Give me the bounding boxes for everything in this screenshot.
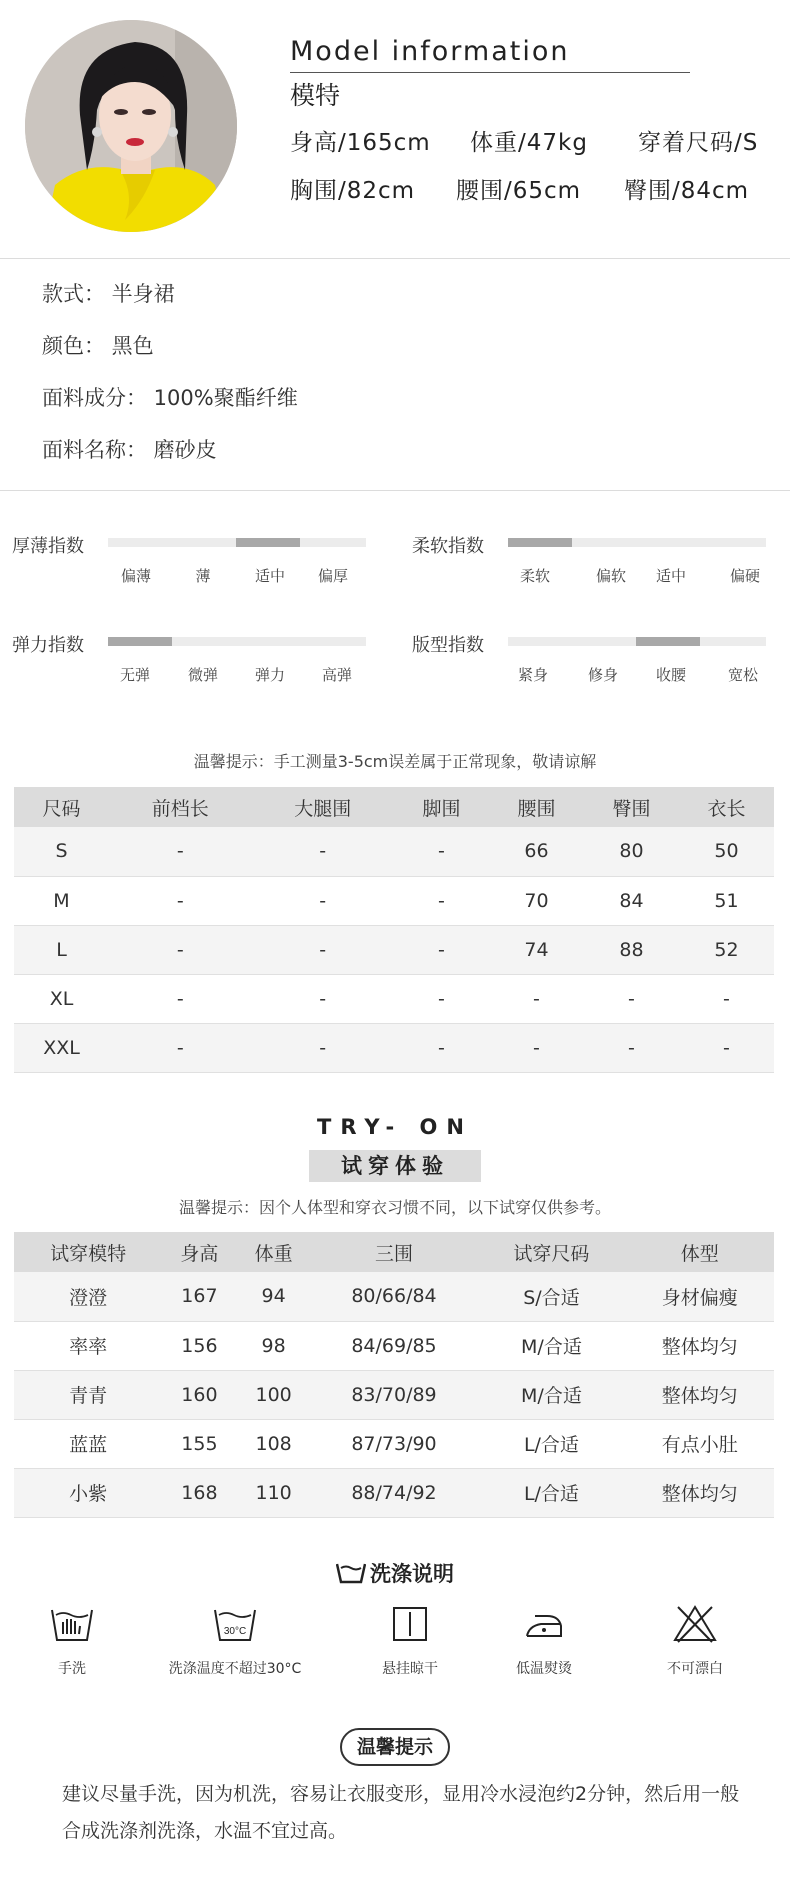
hand-wash-icon: [49, 1604, 95, 1644]
size-cell: -: [251, 925, 393, 974]
thickness-option: 偏厚: [317, 567, 348, 585]
table-row: [14, 1419, 774, 1468]
size-cell: 84: [584, 876, 679, 925]
tryon-cell: 83/70/89: [311, 1370, 478, 1419]
size-cell: -: [394, 974, 489, 1023]
tip-badge: 温馨提示: [340, 1728, 450, 1766]
size-table: [14, 787, 774, 1073]
elasticity-index-label: 弹力指数: [12, 635, 84, 656]
wash-item-hand-wash: [0, 1604, 157, 1678]
product-composition: 面料成分： 100%聚酯纤维: [42, 386, 298, 410]
size-cell: -: [109, 876, 251, 925]
size-cell: -: [251, 1023, 393, 1072]
size-cell: -: [489, 1023, 584, 1072]
size-cell: 66: [489, 827, 584, 876]
size-col-header: 衣长: [679, 787, 774, 827]
tryon-cell: 155: [162, 1419, 236, 1468]
hang-dry-icon: [390, 1604, 430, 1644]
product-color: 颜色： 黑色: [42, 334, 154, 358]
tryon-col-header: 试穿尺码: [477, 1232, 625, 1272]
model-avatar: [25, 20, 237, 232]
fit-option: 收腰: [655, 666, 686, 684]
wash-label: 手洗: [58, 1661, 86, 1677]
size-col-header: 腰围: [489, 787, 584, 827]
table-row: [14, 1370, 774, 1419]
size-cell: -: [251, 827, 393, 876]
softness-option: 柔软: [519, 567, 550, 585]
tryon-cell: L/合适: [477, 1419, 625, 1468]
size-cell: XL: [14, 974, 109, 1023]
fit-index-label: 版型指数: [412, 635, 484, 656]
tryon-col-header: 身高: [162, 1232, 236, 1272]
size-cell: -: [394, 876, 489, 925]
tryon-cell: 青青: [14, 1370, 162, 1419]
tryon-cell: 身材偏瘦: [626, 1272, 774, 1321]
fit-index-fill: [636, 637, 700, 646]
size-col-header: 前档长: [109, 787, 251, 827]
no-bleach-icon: [672, 1604, 718, 1644]
size-cell: L: [14, 925, 109, 974]
model-info-title: Model information: [290, 36, 570, 67]
size-cell: -: [489, 974, 584, 1023]
model-height: 身高/165cm: [290, 130, 431, 156]
thickness-option: 适中: [254, 567, 285, 585]
tryon-cell: 110: [237, 1468, 311, 1517]
fit-option: 紧身: [517, 666, 548, 684]
tryon-note: 温馨提示：因个人体型和穿衣习惯不同，以下试穿仅供参考。: [178, 1198, 611, 1217]
thickness-index-fill: [236, 538, 300, 547]
tryon-cell: 88/74/92: [311, 1468, 478, 1517]
size-cell: -: [394, 925, 489, 974]
elasticity-option: 微弹: [187, 666, 218, 684]
tryon-cell: 100: [237, 1370, 311, 1419]
elasticity-option: 弹力: [254, 666, 285, 684]
size-cell: 80: [584, 827, 679, 876]
size-cell: -: [584, 974, 679, 1023]
model-section: [0, 0, 790, 258]
softness-index-label: 柔软指数: [412, 536, 484, 557]
low-iron-icon: [521, 1604, 567, 1644]
size-measure-note: 温馨提示：手工测量3-5cm误差属于正常现象，敬请谅解: [193, 752, 597, 771]
size-cell: -: [251, 876, 393, 925]
tryon-cell: 94: [237, 1272, 311, 1321]
model-size: 穿着尺码/S: [638, 130, 759, 156]
fit-index-bar: [508, 637, 766, 646]
wash-30-icon: [212, 1604, 258, 1644]
softness-option: 偏硬: [729, 567, 760, 585]
tryon-cell: 有点小肚: [626, 1419, 774, 1468]
tip-text: 建议尽量手洗，因为机洗，容易让衣服变形，显用冷水浸泡约2分钟，然后用一般合成洗涤剂洗涤，水温不宜过高。: [62, 1783, 740, 1842]
tryon-cell: 87/73/90: [311, 1419, 478, 1468]
elasticity-option: 无弹: [119, 666, 150, 684]
tryon-cell: 84/69/85: [311, 1321, 478, 1370]
size-col-header: 大腿围: [251, 787, 393, 827]
size-cell: 51: [679, 876, 774, 925]
size-table-header-row: [14, 787, 774, 827]
size-cell: -: [394, 1023, 489, 1072]
size-cell: -: [109, 1023, 251, 1072]
thickness-index-bar: [108, 538, 366, 547]
model-bust: 胸围/82cm: [290, 178, 416, 204]
tryon-title-cn: 试穿体验: [309, 1150, 481, 1182]
size-cell: 50: [679, 827, 774, 876]
tryon-cell: 澄澄: [14, 1272, 162, 1321]
model-hip: 臀围/84cm: [624, 178, 750, 204]
size-cell: -: [251, 974, 393, 1023]
tryon-col-header: 体型: [626, 1232, 774, 1272]
size-cell: -: [109, 974, 251, 1023]
wash-label: 低温熨烫: [516, 1661, 572, 1677]
elasticity-index-fill: [108, 637, 172, 646]
product-fabric: 面料名称： 磨砂皮: [42, 438, 217, 462]
tryon-cell: L/合适: [477, 1468, 625, 1517]
tryon-cell: 整体均匀: [626, 1321, 774, 1370]
tryon-cell: S/合适: [477, 1272, 625, 1321]
table-row: [14, 876, 774, 925]
section-divider: [0, 490, 790, 491]
tryon-cell: 108: [237, 1419, 311, 1468]
wash-item-no-bleach: [610, 1604, 780, 1678]
elasticity-index-bar: [108, 637, 366, 646]
fit-option: 宽松: [727, 666, 758, 684]
wash-label: 不可漂白: [667, 1661, 723, 1677]
section-divider: [0, 258, 790, 259]
tryon-col-header: 体重: [237, 1232, 311, 1272]
wash-item-temp: [150, 1604, 320, 1678]
tryon-cell: M/合适: [477, 1321, 625, 1370]
size-cell: M: [14, 876, 109, 925]
tryon-cell: 整体均匀: [626, 1468, 774, 1517]
table-row: [14, 925, 774, 974]
wash-title-text: 洗涤说明: [370, 1562, 454, 1586]
size-cell: -: [584, 1023, 679, 1072]
fit-option: 修身: [587, 666, 618, 684]
size-cell: -: [109, 827, 251, 876]
table-row: [14, 1321, 774, 1370]
softness-option: 偏软: [595, 567, 626, 585]
softness-option: 适中: [655, 567, 686, 585]
softness-index-bar: [508, 538, 766, 547]
table-row: [14, 974, 774, 1023]
size-col-header: 尺码: [14, 787, 109, 827]
tryon-cell: 小紫: [14, 1468, 162, 1517]
model-weight: 体重/47kg: [470, 130, 588, 156]
model-photo: [25, 20, 237, 232]
size-cell: -: [109, 925, 251, 974]
model-waist: 腰围/65cm: [456, 178, 582, 204]
tryon-title-en: TRY- ON: [317, 1115, 473, 1139]
size-col-header: 臀围: [584, 787, 679, 827]
tryon-col-header: 三围: [311, 1232, 478, 1272]
tryon-cell: 167: [162, 1272, 236, 1321]
wash-label: 悬挂晾干: [382, 1661, 438, 1677]
size-col-header: 脚围: [394, 787, 489, 827]
size-cell: S: [14, 827, 109, 876]
wash-title: [0, 1558, 790, 1588]
wash-item-low-iron: [459, 1604, 629, 1678]
product-style: 款式： 半身裙: [42, 282, 175, 306]
wash-temp-text: 30°C: [223, 1626, 247, 1637]
tryon-table: [14, 1232, 774, 1518]
size-cell: -: [679, 974, 774, 1023]
tryon-cell: 156: [162, 1321, 236, 1370]
table-row: [14, 1023, 774, 1072]
thickness-index-label: 厚薄指数: [12, 536, 84, 557]
wash-basin-icon: [336, 1561, 366, 1585]
size-cell: XXL: [14, 1023, 109, 1072]
size-cell: 52: [679, 925, 774, 974]
table-row: [14, 827, 774, 876]
tryon-cell: 160: [162, 1370, 236, 1419]
tryon-cell: 80/66/84: [311, 1272, 478, 1321]
table-row: [14, 1468, 774, 1517]
size-cell: -: [679, 1023, 774, 1072]
tryon-col-header: 试穿模特: [14, 1232, 162, 1272]
thickness-option: 薄: [195, 567, 211, 585]
size-cell: -: [394, 827, 489, 876]
thickness-option: 偏薄: [120, 567, 151, 585]
elasticity-option: 高弹: [321, 666, 352, 684]
softness-index-fill: [508, 538, 572, 547]
tryon-cell: 168: [162, 1468, 236, 1517]
wash-label: 洗涤温度不超过30°C: [168, 1661, 302, 1677]
model-subtitle: 模特: [290, 81, 341, 110]
tryon-table-header-row: [14, 1232, 774, 1272]
size-cell: 88: [584, 925, 679, 974]
tryon-cell: 率率: [14, 1321, 162, 1370]
model-title-underline: [290, 72, 690, 73]
tryon-cell: M/合适: [477, 1370, 625, 1419]
size-cell: 74: [489, 925, 584, 974]
table-row: [14, 1272, 774, 1321]
tryon-cell: 整体均匀: [626, 1370, 774, 1419]
tryon-cell: 蓝蓝: [14, 1419, 162, 1468]
tryon-cell: 98: [237, 1321, 311, 1370]
size-cell: 70: [489, 876, 584, 925]
